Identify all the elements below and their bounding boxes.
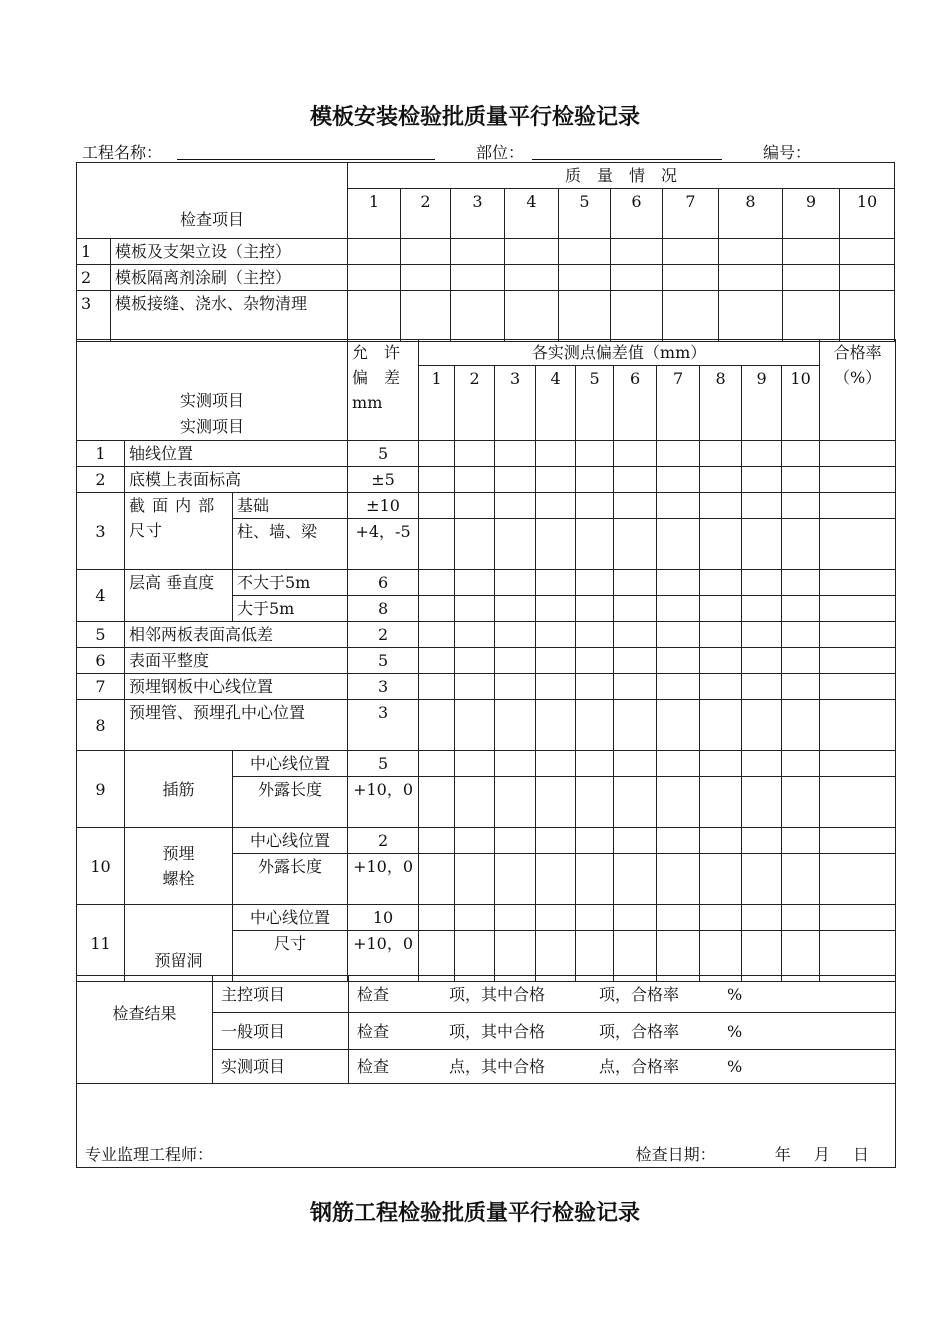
table-row	[77, 700, 896, 751]
pass-rate-header	[820, 340, 896, 441]
result-rate: 项，合格率	[599, 1021, 680, 1041]
result-checked: 检查	[357, 1057, 390, 1076]
col-header: 1	[348, 189, 401, 239]
result-type: 主控项目	[213, 976, 349, 1013]
col-header: 8	[719, 189, 783, 239]
check-items-table	[76, 162, 895, 342]
result-line	[349, 976, 896, 1013]
result-line	[349, 1050, 896, 1084]
sub-item: 不大于5m	[233, 570, 348, 596]
table-row	[77, 291, 895, 342]
result-percent: %	[727, 984, 743, 1004]
row-number: 6	[77, 648, 125, 674]
sub-item: 大于5m	[233, 596, 348, 622]
project-name-field[interactable]	[177, 159, 435, 160]
row-name: 表面平整度	[125, 648, 348, 674]
page-title: 模板安装检验批质量平行检验记录	[309, 104, 640, 130]
table-row	[77, 751, 896, 777]
row-number: 7	[77, 674, 125, 700]
row-number: 9	[77, 751, 125, 828]
col-header: 7	[663, 189, 719, 239]
table-row	[77, 648, 896, 674]
row-name: 预留洞	[125, 905, 233, 982]
row-name: 模板接缝、浇水、杂物清理	[111, 291, 348, 342]
result-type: 一般项目	[213, 1013, 349, 1050]
col-header: 10	[840, 189, 895, 239]
col-header: 3	[495, 366, 536, 441]
row-name: 层高 垂直度	[125, 570, 233, 622]
tolerance: +10，0	[348, 854, 419, 905]
result-checked: 检查	[357, 1021, 390, 1041]
date-label: 检查日期：	[635, 1145, 716, 1164]
tolerance: 5	[348, 751, 419, 777]
unit-label: mm	[352, 393, 383, 412]
sub-item: 外露长度	[233, 854, 348, 905]
row-name: 轴线位置	[125, 441, 348, 467]
table-row	[77, 622, 896, 648]
result-label: 检查结果	[77, 976, 213, 1084]
tolerance: ±10	[348, 493, 419, 519]
engineer-label: 专业监理工程师：	[85, 1145, 214, 1164]
measured-item-title: 实测项目	[180, 391, 245, 410]
table-row	[77, 828, 896, 854]
location-field[interactable]	[532, 159, 722, 160]
row-name: 相邻两板表面高低差	[125, 622, 348, 648]
col-header: 3	[451, 189, 505, 239]
measured-item-title-repeat: 实测项目	[180, 417, 245, 436]
col-header: 10	[782, 366, 820, 441]
sub-item: 柱、墙、梁	[233, 519, 348, 570]
signature-row	[77, 1084, 896, 1168]
table-row	[77, 674, 896, 700]
col-header: 2	[455, 366, 495, 441]
col-header: 2	[401, 189, 451, 239]
row-name: 模板隔离剂涂刷（主控）	[111, 265, 348, 291]
tolerance: 8	[348, 596, 419, 622]
month-label: 月	[813, 1145, 830, 1164]
col-header: 8	[700, 366, 742, 441]
row-name: 模板及支架立设（主控）	[111, 239, 348, 265]
project-name-label: 工程名称：	[82, 143, 163, 162]
tolerance: 10	[348, 905, 419, 931]
row-number: 5	[77, 622, 125, 648]
number-label: 编号：	[763, 143, 812, 162]
col-header: 7	[657, 366, 700, 441]
deviation-label: 偏 差	[352, 368, 401, 387]
col-header: 9	[742, 366, 782, 441]
sub-item: 基础	[233, 493, 348, 519]
result-row	[77, 976, 896, 1013]
pass-rate-label: 合格率	[833, 343, 882, 362]
row-name: 预埋管、预埋孔中心位置	[125, 700, 348, 751]
tolerance: 5	[348, 648, 419, 674]
inspection-result-table	[76, 975, 896, 1168]
row-number: 1	[77, 239, 111, 265]
pass-rate-unit: （%）	[834, 368, 882, 387]
sub-item: 中心线位置	[233, 828, 348, 854]
check-item-header: 检查项目	[77, 163, 348, 239]
allowable-label: 允 许	[352, 343, 401, 362]
row-number: 2	[77, 265, 111, 291]
tolerance: +10，0	[348, 931, 419, 982]
day-label: 日	[852, 1145, 869, 1164]
deviation-header: 各实测点偏差值（mm）	[419, 340, 820, 366]
row-number: 4	[77, 570, 125, 622]
tolerance: +4，-5	[348, 519, 419, 570]
tolerance: 5	[348, 441, 419, 467]
col-header: 5	[576, 366, 614, 441]
col-header: 6	[614, 366, 657, 441]
row-number: 8	[77, 700, 125, 751]
result-percent: %	[727, 1021, 743, 1041]
table-row	[77, 239, 895, 265]
row-number: 2	[77, 467, 125, 493]
sub-item: 外露长度	[233, 777, 348, 828]
row-name: 插筋	[125, 751, 233, 828]
header-info	[80, 140, 895, 162]
location-label: 部位：	[476, 143, 525, 162]
table-row	[77, 265, 895, 291]
sub-item: 中心线位置	[233, 751, 348, 777]
result-type: 实测项目	[213, 1050, 349, 1084]
col-header: 4	[536, 366, 576, 441]
col-header: 6	[611, 189, 663, 239]
table-row	[77, 905, 896, 931]
tolerance: 2	[348, 828, 419, 854]
table-row	[77, 493, 896, 519]
table-row	[77, 441, 896, 467]
tolerance: 3	[348, 700, 419, 751]
result-qualified: 项，其中合格	[449, 1021, 546, 1041]
quality-header: 质 量 情 况	[348, 163, 895, 189]
row-number: 1	[77, 441, 125, 467]
sub-item: 中心线位置	[233, 905, 348, 931]
row-number: 11	[77, 905, 125, 982]
next-section-title: 钢筋工程检验批质量平行检验记录	[309, 1200, 640, 1226]
tolerance: +10，0	[348, 777, 419, 828]
row-name: 预埋钢板中心线位置	[125, 674, 348, 700]
col-header: 4	[505, 189, 559, 239]
allowable-deviation-header	[348, 340, 419, 441]
row-number: 10	[77, 828, 125, 905]
row-number: 3	[77, 493, 125, 570]
tolerance: ±5	[348, 467, 419, 493]
tolerance: 6	[348, 570, 419, 596]
result-qualified: 项，其中合格	[449, 984, 546, 1004]
result-rate: 项，合格率	[599, 984, 680, 1004]
row-number: 3	[77, 291, 111, 342]
measured-item-header	[77, 340, 348, 441]
row-name: 底模上表面标高	[125, 467, 348, 493]
col-header: 9	[783, 189, 840, 239]
tolerance: 2	[348, 622, 419, 648]
sub-item: 尺寸	[233, 931, 348, 982]
year-label: 年	[774, 1145, 791, 1164]
col-header: 1	[419, 366, 455, 441]
result-line	[349, 1013, 896, 1050]
result-rate: 点，合格率	[599, 1057, 680, 1076]
table-row	[77, 570, 896, 596]
result-percent: %	[727, 1057, 743, 1076]
tolerance: 3	[348, 674, 419, 700]
measured-items-table	[76, 339, 896, 982]
signature-cell	[77, 1084, 896, 1168]
table-row	[77, 467, 896, 493]
col-header: 5	[559, 189, 611, 239]
row-name: 截 面 内 部 尺寸	[125, 493, 233, 570]
result-checked: 检查	[357, 984, 390, 1004]
date-group	[636, 1142, 869, 1167]
result-qualified: 点，其中合格	[449, 1057, 546, 1076]
row-name: 预埋 螺栓	[125, 828, 233, 905]
